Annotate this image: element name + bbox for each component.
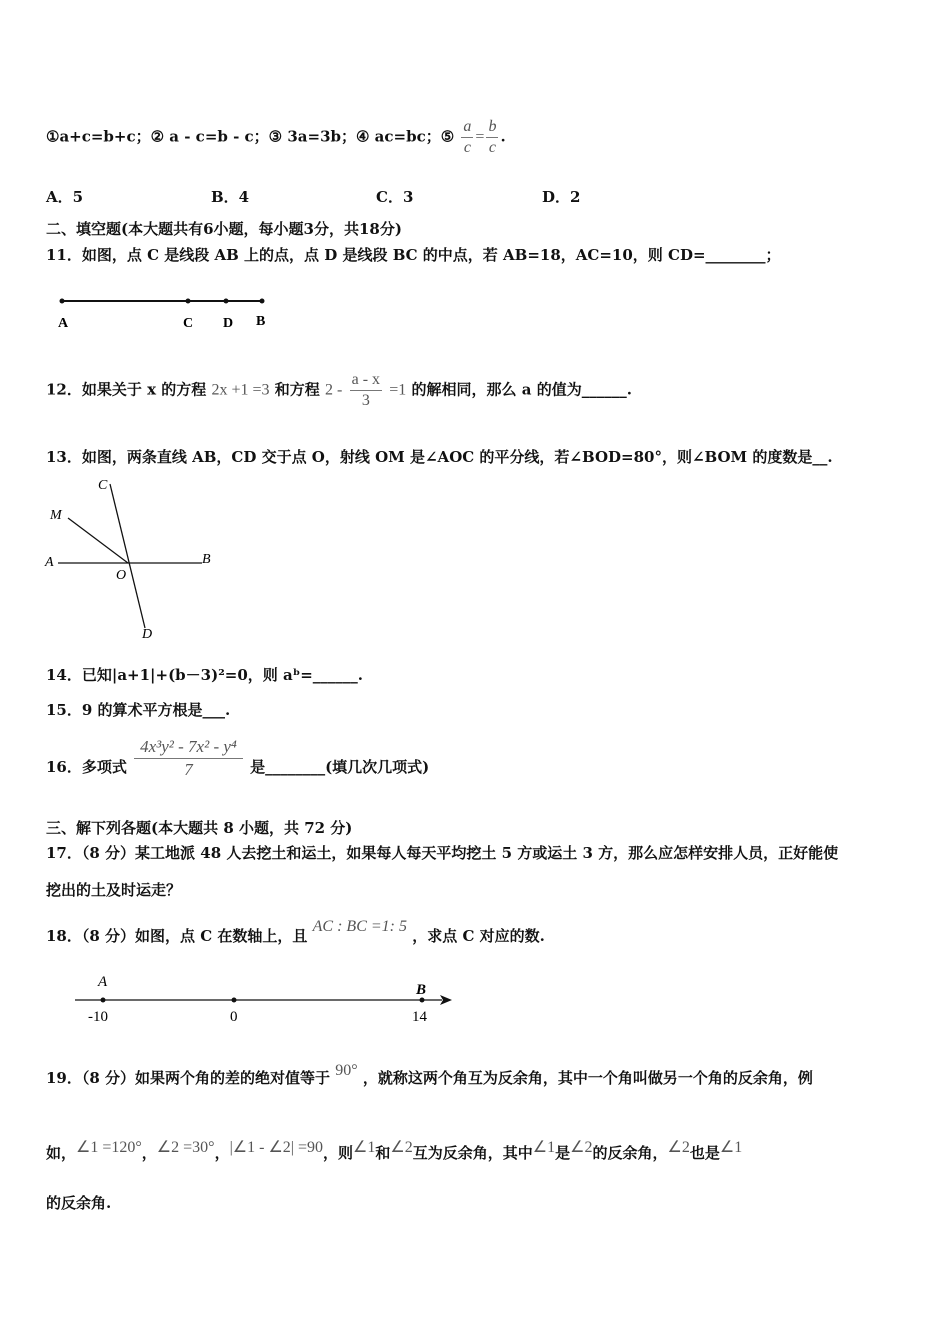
q18-label-b: B bbox=[416, 982, 427, 998]
q12-equation-2-lead: 2 - bbox=[325, 381, 343, 399]
q13-angle-figure bbox=[40, 474, 225, 644]
q11-label-a: A bbox=[58, 316, 69, 331]
q13-label-m: M bbox=[50, 508, 62, 523]
q18-tick-minus-10: -10 bbox=[88, 1009, 108, 1025]
q18-tick-0: 0 bbox=[230, 1009, 238, 1025]
q13-label-d: D bbox=[142, 627, 153, 642]
section2-heading: 二、填空题(本大题共有6小题，每小题3分，共18分) bbox=[46, 220, 402, 238]
q11-point-c bbox=[186, 299, 191, 304]
q13-text: 13．如图，两条直线 AB，CD 交于点 O，射线 OM 是∠AOC 的平分线，若∠BOD=80°，则∠BOM 的度数是__. bbox=[46, 448, 833, 466]
q18-tick-14: 14 bbox=[412, 1009, 427, 1025]
q10-option-d: D．2 bbox=[542, 188, 581, 206]
q15-text: 15．9 的算术平方根是___. bbox=[46, 701, 231, 719]
q10-statements: ①a+c=b+c；② a - c=b - c；③ 3a=3b；④ ac=bc；⑤ $\frac{a}{c}$ = $\frac{b}{c}$ . bbox=[46, 118, 506, 156]
q11-label-d: D bbox=[223, 316, 234, 331]
q16-polynomial-fraction: $\frac{\text{4x³y² - 7x² - y⁴}}{7}$ bbox=[134, 736, 243, 781]
q18-point-a bbox=[101, 998, 106, 1003]
q11-point-d bbox=[224, 299, 229, 304]
q12-equation-1: 2x +1 =3 bbox=[211, 381, 270, 399]
q13-ray-om bbox=[68, 518, 128, 563]
q19-line-3: 的反余角. bbox=[46, 1194, 112, 1212]
q19-line-2: 如，∠1 =120°，∠2 =30°，|∠1 - ∠2| =90，则∠1和∠2互为反余角，其中∠1是∠2的反余角，∠2也是∠1 bbox=[46, 1139, 743, 1162]
section3-heading: 三、解下列各题(本大题共 8 小题，共 72 分) bbox=[46, 819, 353, 837]
q14-text: 14．已知|a+1|+(b－3)²=0，则 aᵇ=______. bbox=[46, 666, 363, 684]
q18-ratio: AC : BC =1: 5 bbox=[312, 918, 407, 935]
q18-number-line bbox=[70, 970, 460, 1030]
q17-line-1: 17．（8 分）某工地派 48 人去挖土和运土，如果每人每天平均挖土 5 方或运土 3 方，那么应怎样安排人员，正好能使 bbox=[46, 844, 839, 862]
q10-frac-right: $\frac{b}{c}$ bbox=[488, 118, 497, 156]
q10-option-a: A．5 bbox=[46, 188, 84, 206]
q10-option-b: B．4 bbox=[211, 188, 250, 206]
q12-equation-2-fraction: $\frac{a - x}{3}$ bbox=[351, 371, 381, 409]
q13-label-c: C bbox=[98, 478, 108, 493]
q19-ninety-degrees: 90° bbox=[335, 1062, 358, 1079]
q10-frac-left: $\frac{a}{c}$ bbox=[463, 118, 472, 156]
q11-text: 11．如图，点 C 是线段 AB 上的点，点 D 是线段 BC 的中点，若 AB=18，AC=10，则 CD=________； bbox=[46, 246, 781, 264]
q10-statements-text: ①a+c=b+c；② a - c=b - c；③ 3a=3b；④ ac=bc；⑤ bbox=[46, 127, 455, 146]
q13-line-cd bbox=[110, 484, 145, 628]
q18-line: 18．（8 分）如图，点 C 在数轴上，且 AC : BC =1: 5 ，求点 C 对应的数. bbox=[46, 918, 545, 945]
q13-label-o: O bbox=[116, 568, 127, 583]
q12-equation-2-tail: =1 bbox=[389, 381, 407, 399]
q12-line: 12．如果关于 x 的方程 2x +1 =3 和方程 2 - $\frac{a - x}{3}$ =1 的解相同，那么 a 的值为______. bbox=[46, 371, 632, 409]
q11-point-a bbox=[60, 299, 65, 304]
q18-point-zero bbox=[232, 998, 237, 1003]
q18-label-a: A bbox=[98, 974, 108, 990]
q11-point-b bbox=[260, 299, 265, 304]
q11-label-c: C bbox=[183, 316, 194, 331]
q16-line: 16．多项式 $\frac{\text{4x³y² - 7x² - y⁴}}{7}$ 是________(填几次几项式) bbox=[46, 737, 430, 779]
q17-line-2: 挖出的土及时运走？ bbox=[46, 881, 182, 899]
q11-segment-figure bbox=[50, 290, 280, 335]
q13-label-a: A bbox=[45, 555, 54, 570]
q19-line-1: 19．（8 分）如果两个角的差的绝对值等于 90° ，就称这两个角互为反余角，其中一个角叫做另一个角的反余角，例 bbox=[46, 1062, 813, 1087]
q13-label-b: B bbox=[202, 552, 211, 567]
q18-point-b bbox=[420, 998, 425, 1003]
q10-option-c: C．3 bbox=[376, 188, 414, 206]
q11-label-b: B bbox=[256, 314, 266, 329]
